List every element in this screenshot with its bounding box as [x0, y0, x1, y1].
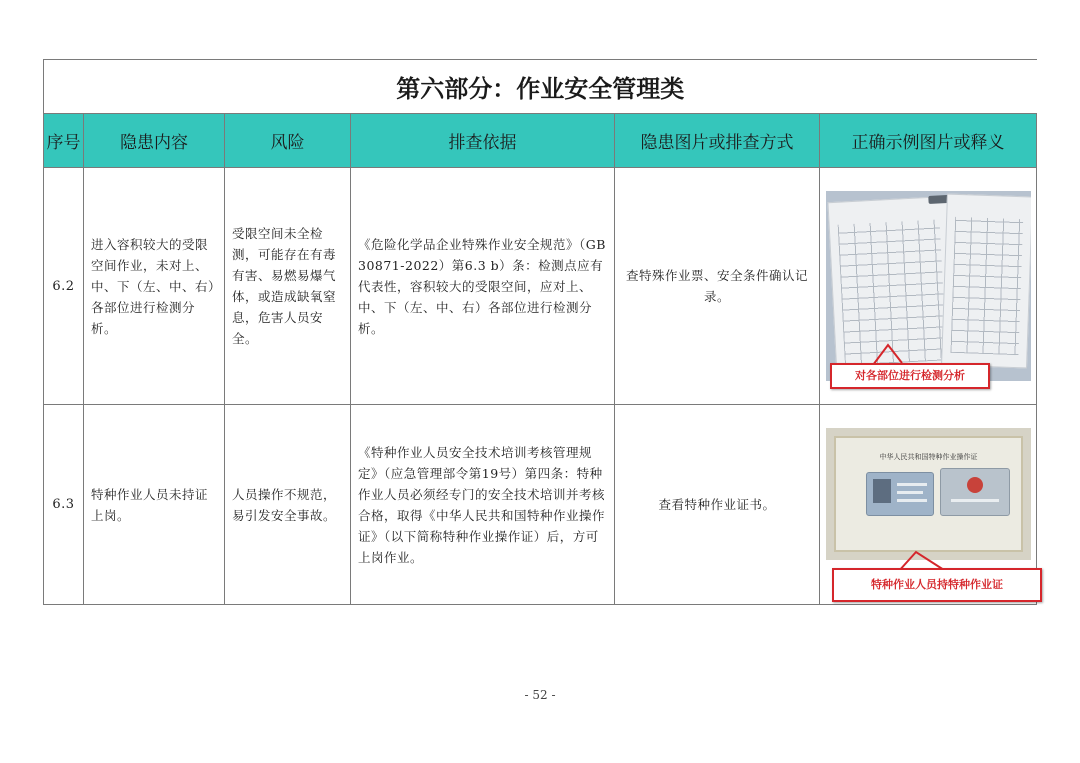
certificate-photo	[826, 428, 1036, 591]
header-example: 正确示例图片或释义	[820, 114, 1037, 168]
row-method: 查特殊作业票、安全条件确认记录。	[615, 168, 820, 405]
row-method: 查看特种作业证书。	[615, 405, 820, 605]
table-row	[44, 405, 1037, 605]
certificate-title: 中华人民共和国特种作业操作证	[879, 452, 978, 461]
header-method: 隐患图片或排查方式	[615, 114, 820, 168]
inspection-record-photo	[826, 191, 1036, 381]
row-risk: 人员操作不规范，易引发安全事故。	[225, 405, 351, 605]
row-risk: 受限空间未全检测，可能存在有毒有害、易燃易爆气体，或造成缺氧窒息，危害人员安全。	[225, 168, 351, 405]
hazard-table	[43, 59, 1037, 605]
header-risk: 风险	[225, 114, 351, 168]
header-seq: 序号	[44, 114, 84, 168]
row-seq: 6.2	[44, 168, 84, 405]
row-basis: 《特种作业人员安全技术培训考核管理规定》（应急管理部令第19号）第四条：特种作业人员必须经专门的安全技术培训并考核合格，取得《中华人民共和国特种作业操作证》（以下简称特种作业操作证）后，方可上岗作业。	[351, 405, 615, 605]
table-header-row	[44, 114, 1037, 168]
example-caption: 对各部位进行检测分析	[830, 363, 990, 389]
header-hazard: 隐患内容	[84, 114, 225, 168]
certificate-card-icon	[866, 472, 934, 516]
certificate-emblem-icon	[940, 468, 1010, 516]
row-hazard: 进入容积较大的受限空间作业，未对上、中、下（左、中、右）各部位进行检测分析。	[84, 168, 225, 405]
example-image-cell	[820, 168, 1037, 405]
example-image-cell	[820, 405, 1037, 605]
row-seq: 6.3	[44, 405, 84, 605]
header-basis: 排查依据	[351, 114, 615, 168]
example-caption: 特种作业人员持特种作业证	[832, 568, 1042, 602]
table-row	[44, 168, 1037, 405]
section-title: 第六部分：作业安全管理类	[44, 60, 1037, 114]
row-hazard: 特种作业人员未持证上岗。	[84, 405, 225, 605]
row-basis: 《危险化学品企业特殊作业安全规范》（GB 30871-2022）第6.3 b）条：检测点应有代表性，容积较大的受限空间，应对上、中、下（左、中、右）各部位进行检测分析。	[351, 168, 615, 405]
page-number: - 52 -	[524, 688, 556, 702]
